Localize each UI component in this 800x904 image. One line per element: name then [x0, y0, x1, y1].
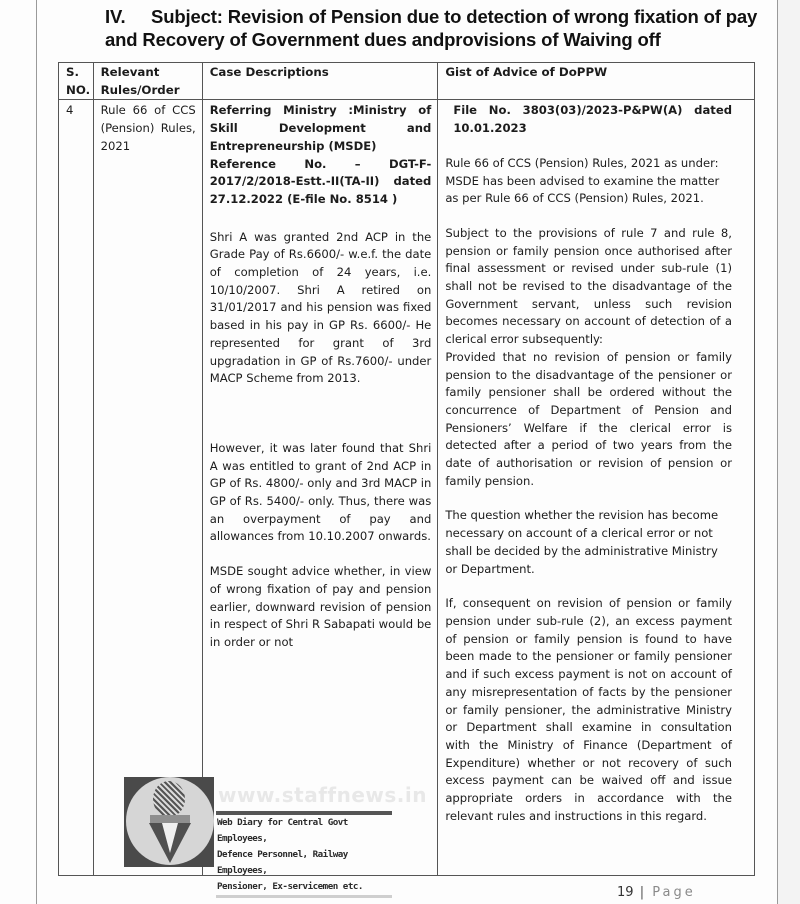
watermark-tagline	[216, 815, 392, 898]
section-title-line1: Subject: Revision of Pension due to detection of wrong fixation of pay	[151, 6, 758, 27]
advice-paragraph-2: Subject to the provisions of rule 7 and rule 8, pension or family pension once authorised after final assessment or revised under sub-rule (1) shall not be revised to the disadvantage of the Government servant, unless such revision becomes necessary on account of detection of a clerical error subsequently:	[445, 225, 732, 347]
table-row	[59, 100, 755, 876]
advice-paragraph-1: Rule 66 of CCS (Pension) Rules, 2021 as under: MSDE has been advised to examine the matter as per Rule 66 of CCS (Pension) Rules, 2021.	[445, 155, 720, 206]
watermark-tagline-line3: Pensioner, Ex-servicemen etc.	[217, 881, 363, 892]
page-border-left	[36, 0, 37, 904]
cell-rules: Rule 66 of CCS (Pension) Rules, 2021	[93, 100, 202, 876]
header-rules	[93, 63, 202, 100]
section-heading	[105, 5, 765, 51]
case-paragraph-2: However, it was later found that Shri A was entitled to grant of 2nd ACP in GP of Rs. 4800/- only and 3rd MACP in GP of Rs. 5400/- only. Thus, there was an overpayment of pay and allowances from 10.10.2007 onwards.	[209, 440, 432, 544]
case-paragraph-1: Shri A was granted 2nd ACP in the Grade Pay of Rs.6600/- w.e.f. the date of completion of 24 years, i.e. 10/10/2007. Shri A retired on 31/01/2017 and his pension was fixed based in his pay in GP Rs. 6600/- He represented for grant of 3rd upgradation in GP of Rs.7600/- under MACP Scheme from 2013.	[209, 229, 432, 386]
watermark-tagline-line2: Defence Personnel, Railway Employees,	[217, 849, 348, 876]
case-referring-ministry: Referring Ministry :Ministry of Skill Development and Entrepreneurship (MSDE)	[209, 103, 432, 153]
case-paragraph-3: MSDE sought advice whether, in view of wrong fixation of pay and pension earlier, downward revision of pension in respect of Shri R Sabapati would be in order or not	[209, 564, 432, 649]
header-rules-line2: Rules/Order	[100, 82, 180, 97]
header-sno-line1: S.	[66, 65, 79, 79]
globe-icon	[153, 781, 185, 817]
header-sno-line2: NO.	[66, 82, 91, 97]
page-number: 19	[617, 885, 634, 900]
cell-advice	[438, 100, 755, 876]
header-sno	[59, 63, 94, 100]
advice-paragraph-2-proviso: Provided that no revision of pension or family pension to the disadvantage of the pensioner or family pensioner shall be ordered without the concurrence of Department of Pension and Pensioners’ Welfare if the clerical error is detected after a period of two years from the date of authorisation or revision of pension or family pension.	[445, 349, 732, 488]
cell-case-description	[202, 100, 438, 876]
cell-sno: 4	[59, 100, 94, 876]
advice-paragraph-4: If, consequent on revision of pension or family pension under sub-rule (2), an excess payment of pension or family pension is found to have been made to the pensioner or family pensioner and if such excess payment is not on account of any misrepresentation of facts by the pensioner or family pensioner, the administrative Ministry or Department shall examine in consultation with the Ministry of Finance (Department of Expenditure) whether or not recovery of such excess payment can be waived off and issue appropriate orders in accordance with the relevant rules and instructions in this regard.	[445, 596, 732, 823]
page-margin-shade	[778, 0, 800, 904]
page-separator: |	[639, 885, 645, 900]
shirt-icon	[162, 823, 178, 853]
staffnews-logo	[124, 777, 214, 867]
section-title-line2: and Recovery of Government dues andprovisions of Waiving off	[105, 29, 661, 50]
watermark-url: www.staffnews.in	[218, 783, 427, 807]
page-footer	[617, 885, 696, 900]
advice-paragraph-3: The question whether the revision has become necessary on account of a clerical error or not shall be decided by the administrative Ministry or Department.	[445, 508, 719, 576]
case-reference-number: Reference No. – DGT-F-2017/2/2018-Estt.-II(TA-II) dated 27.12.2022 (E-file No. 8514 )	[209, 156, 432, 206]
advice-table	[58, 62, 755, 876]
header-gist-of-advice: Gist of Advice of DoPPW	[438, 63, 755, 100]
watermark-tagline-line1: Web Diary for Central Govt Employees,	[217, 817, 348, 844]
table-header-row	[59, 63, 755, 100]
section-number: IV.	[105, 6, 126, 27]
watermark-block	[216, 780, 427, 892]
advice-file-reference: File No. 3803(03)/2023-P&PW(A) dated 10.01.2023	[453, 103, 732, 136]
header-rules-line1: Relevant	[100, 65, 160, 79]
header-case-descriptions: Case Descriptions	[202, 63, 438, 100]
page-label: Page	[652, 885, 696, 900]
